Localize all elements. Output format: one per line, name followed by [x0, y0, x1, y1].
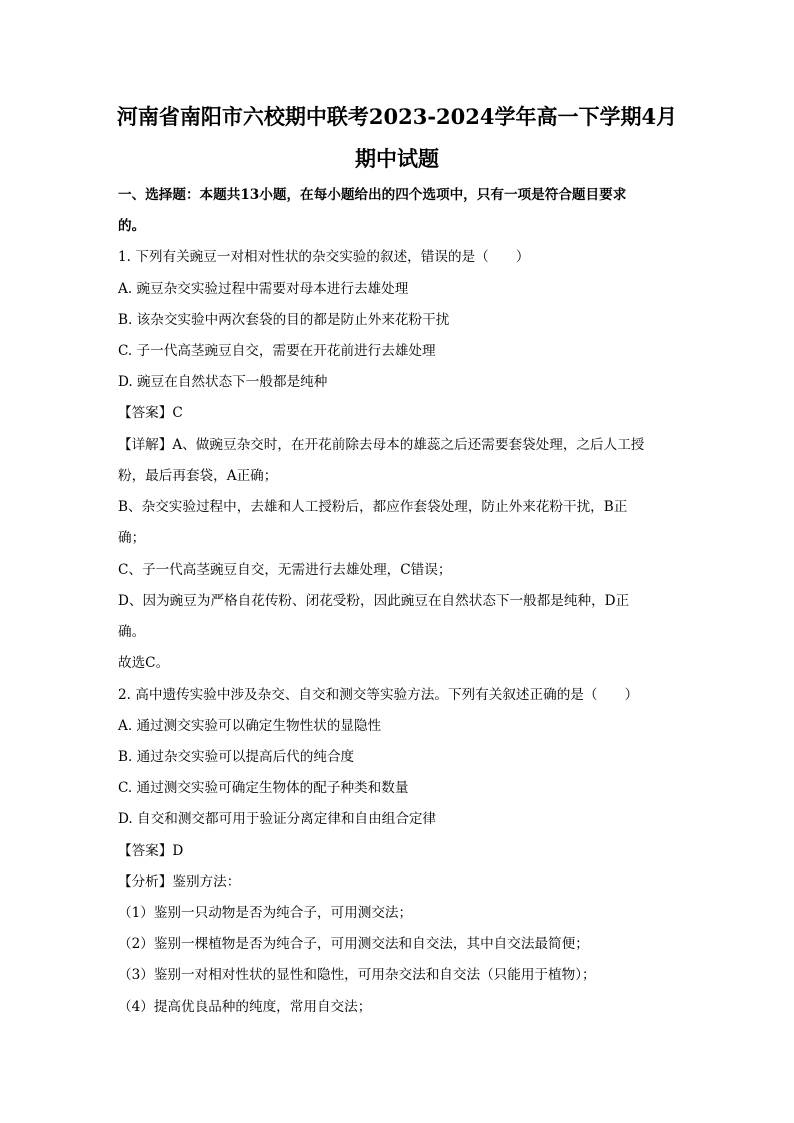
q2-option-b: B. 通过杂交实验可以提高后代的纯合度 [118, 749, 355, 765]
q2-option-c: C. 通过测交实验可确定生物体的配子种类和数量 [118, 780, 409, 796]
document-title-line2: 期中试题 [355, 146, 439, 171]
q2-option-d: D. 自交和测交都可用于验证分离定律和自由组合定律 [118, 811, 437, 827]
q1-detail-line7: 确。 [118, 624, 146, 640]
q2-analysis-line3: （2）鉴别一棵植物是否为纯合子，可用测交法和自交法，其中自交法最简便； [118, 936, 589, 952]
q2-answer: 【答案】D [118, 843, 184, 859]
q1-conclusion: 故选C。 [118, 655, 170, 671]
document-title-line1: 河南省南阳市六校期中联考2023-2024学年高一下学期4月 [116, 104, 678, 129]
q1-detail-line4: 确； [118, 530, 146, 546]
q2-analysis-line5: （4）提高优良品种的纯度，常用自交法； [118, 999, 372, 1015]
q1-detail-line2: 粉，最后再套袋，A正确； [118, 468, 278, 484]
section-heading-line2: 的。 [118, 218, 146, 234]
q2-analysis-line1: 【分析】鉴别方法： [118, 874, 241, 890]
q1-detail-line3: B、杂交实验过程中，去雄和人工授粉后，都应作套袋处理，防止外来花粉干扰，B正 [118, 499, 628, 515]
q1-option-c: C. 子一代高茎豌豆自交，需要在开花前进行去雄处理 [118, 343, 436, 359]
q1-option-b: B. 该杂交实验中两次套袋的目的都是防止外来花粉干扰 [118, 312, 450, 328]
section-heading-line1: 一、选择题：本题共13小题，在每小题给出的四个选项中，只有一项是符合题目要求 [118, 187, 627, 203]
q1-detail-line1: 【详解】A、做豌豆杂交时，在开花前除去母本的雄蕊之后还需要套袋处理，之后人工授 [118, 437, 645, 453]
q1-stem: 1. 下列有关豌豆一对相对性状的杂交实验的叙述，错误的是（ ） [118, 249, 530, 265]
q1-detail-line5: C、子一代高茎豌豆自交，无需进行去雄处理，C错误； [118, 562, 452, 578]
q2-option-a: A. 通过测交实验可以确定生物性状的显隐性 [118, 718, 382, 734]
q2-stem: 2. 高中遗传实验中涉及杂交、自交和测交等实验方法。下列有关叙述正确的是（ ） [118, 687, 639, 703]
q2-analysis-line2: （1）鉴别一只动物是否为纯合子，可用测交法； [118, 905, 413, 921]
q1-option-a: A. 豌豆杂交实验过程中需要对母本进行去雄处理 [118, 281, 409, 297]
q1-option-d: D. 豌豆在自然状态下一般都是纯种 [118, 374, 328, 390]
q1-answer: 【答案】C [118, 405, 183, 421]
q1-detail-line6: D、因为豌豆为严格自花传粉、闭花受粉，因此豌豆在自然状态下一般都是纯种，D正 [118, 593, 630, 609]
q2-analysis-line4: （3）鉴别一对相对性状的显性和隐性，可用杂交法和自交法（只能用于植物）； [118, 967, 596, 983]
